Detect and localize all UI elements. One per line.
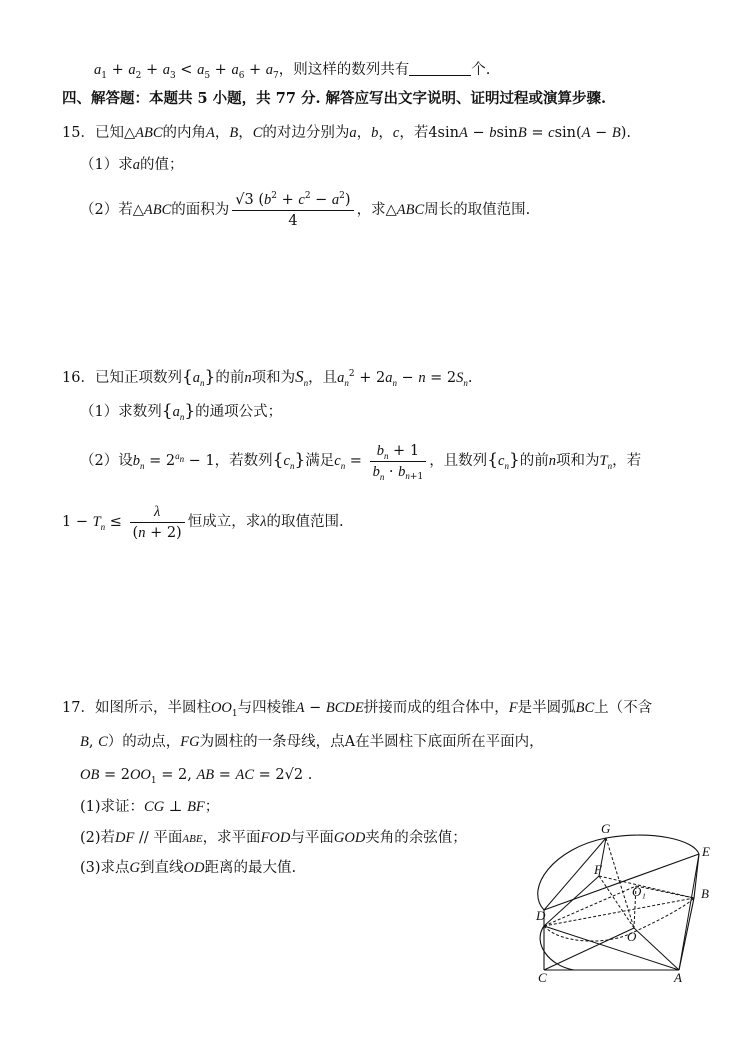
label-O1: O₁ [632,884,646,899]
q16-stem: 16．已知正项数列$\{a_n\}$的前n项和为$S_n$，且$a_n^2 + 2a_n - n = 2S_n$. [62,367,473,388]
label-C: C [538,970,547,984]
q17-stem-2: B, C）的动点，FG为圆柱的一条母线，点A在半圆柱下底面所在平面内， [80,734,544,750]
label-B: B [701,886,709,901]
q17-stem-1: 17．如图所示，半圆柱$OO_1$与四棱锥A − BCDE拼接而成的组合体中，F是半圆弧BC上（不含 [62,700,653,719]
q16-part1: （1）求数列$\{a_n\}$的通项公式； [80,401,283,422]
answer-blank[interactable] [409,61,471,76]
q14-condition-line: $a_1 + a_2 + a_3 < a_5 + a_6 + a_7$，则这样的数列共有 个. [94,62,491,81]
label-F: F [594,862,602,877]
label-G: G [601,821,611,836]
label-E: E [702,844,710,859]
q15-part2: （2）若△ABC的面积为 $\frac{√3 (b^2 + c^2 - a^2)}{4}$ ，求△ABC周长的取值范围. [80,190,531,229]
solid-edges [544,838,699,970]
label-A: A [674,970,682,984]
section-heading: 四、解答题：本题共 5 小题，共 77 分. 解答应写出文字说明、证明过程或演算步骤. [62,90,607,107]
q16-part2: （2）设$b_n = 2^{a_n} - 1$，若数列$\{c_n\}$满足$c_n$ = $\frac{b_n + 1}{b_n \cdot b_{n+1}}$ ，且数列$\{c_n\}$的前n项和为$T_n$，若 [80,442,642,483]
q15-part1: （1）求a的值； [80,157,184,173]
geometry-figure [514,818,726,984]
q15-stem: 15．已知△ABC的内角A，B，C的对边分别为a，b，c，若4sinA − bsinB = csin(A − B). [62,125,632,141]
label-O: O [627,929,637,944]
q17-part1: (1)求证：CG ⊥ BF； [80,799,220,815]
q17-part3: (3)求点G到直线OD距离的最大值. [80,860,297,876]
q17-given-lengths: OB = $2OO_1 = 2$, AB = AC = 2√2 . [80,767,313,786]
q17-part2: (2)若DF // 平面ABE，求平面FOD与平面GOD夹角的余弦值； [80,830,467,846]
label-D: D [536,908,546,923]
q16-inequality: $1 - T_n$ ≤ $\frac{\lambda}{(n + 2)}$ 恒成立，求λ的取值范围. [62,503,344,541]
